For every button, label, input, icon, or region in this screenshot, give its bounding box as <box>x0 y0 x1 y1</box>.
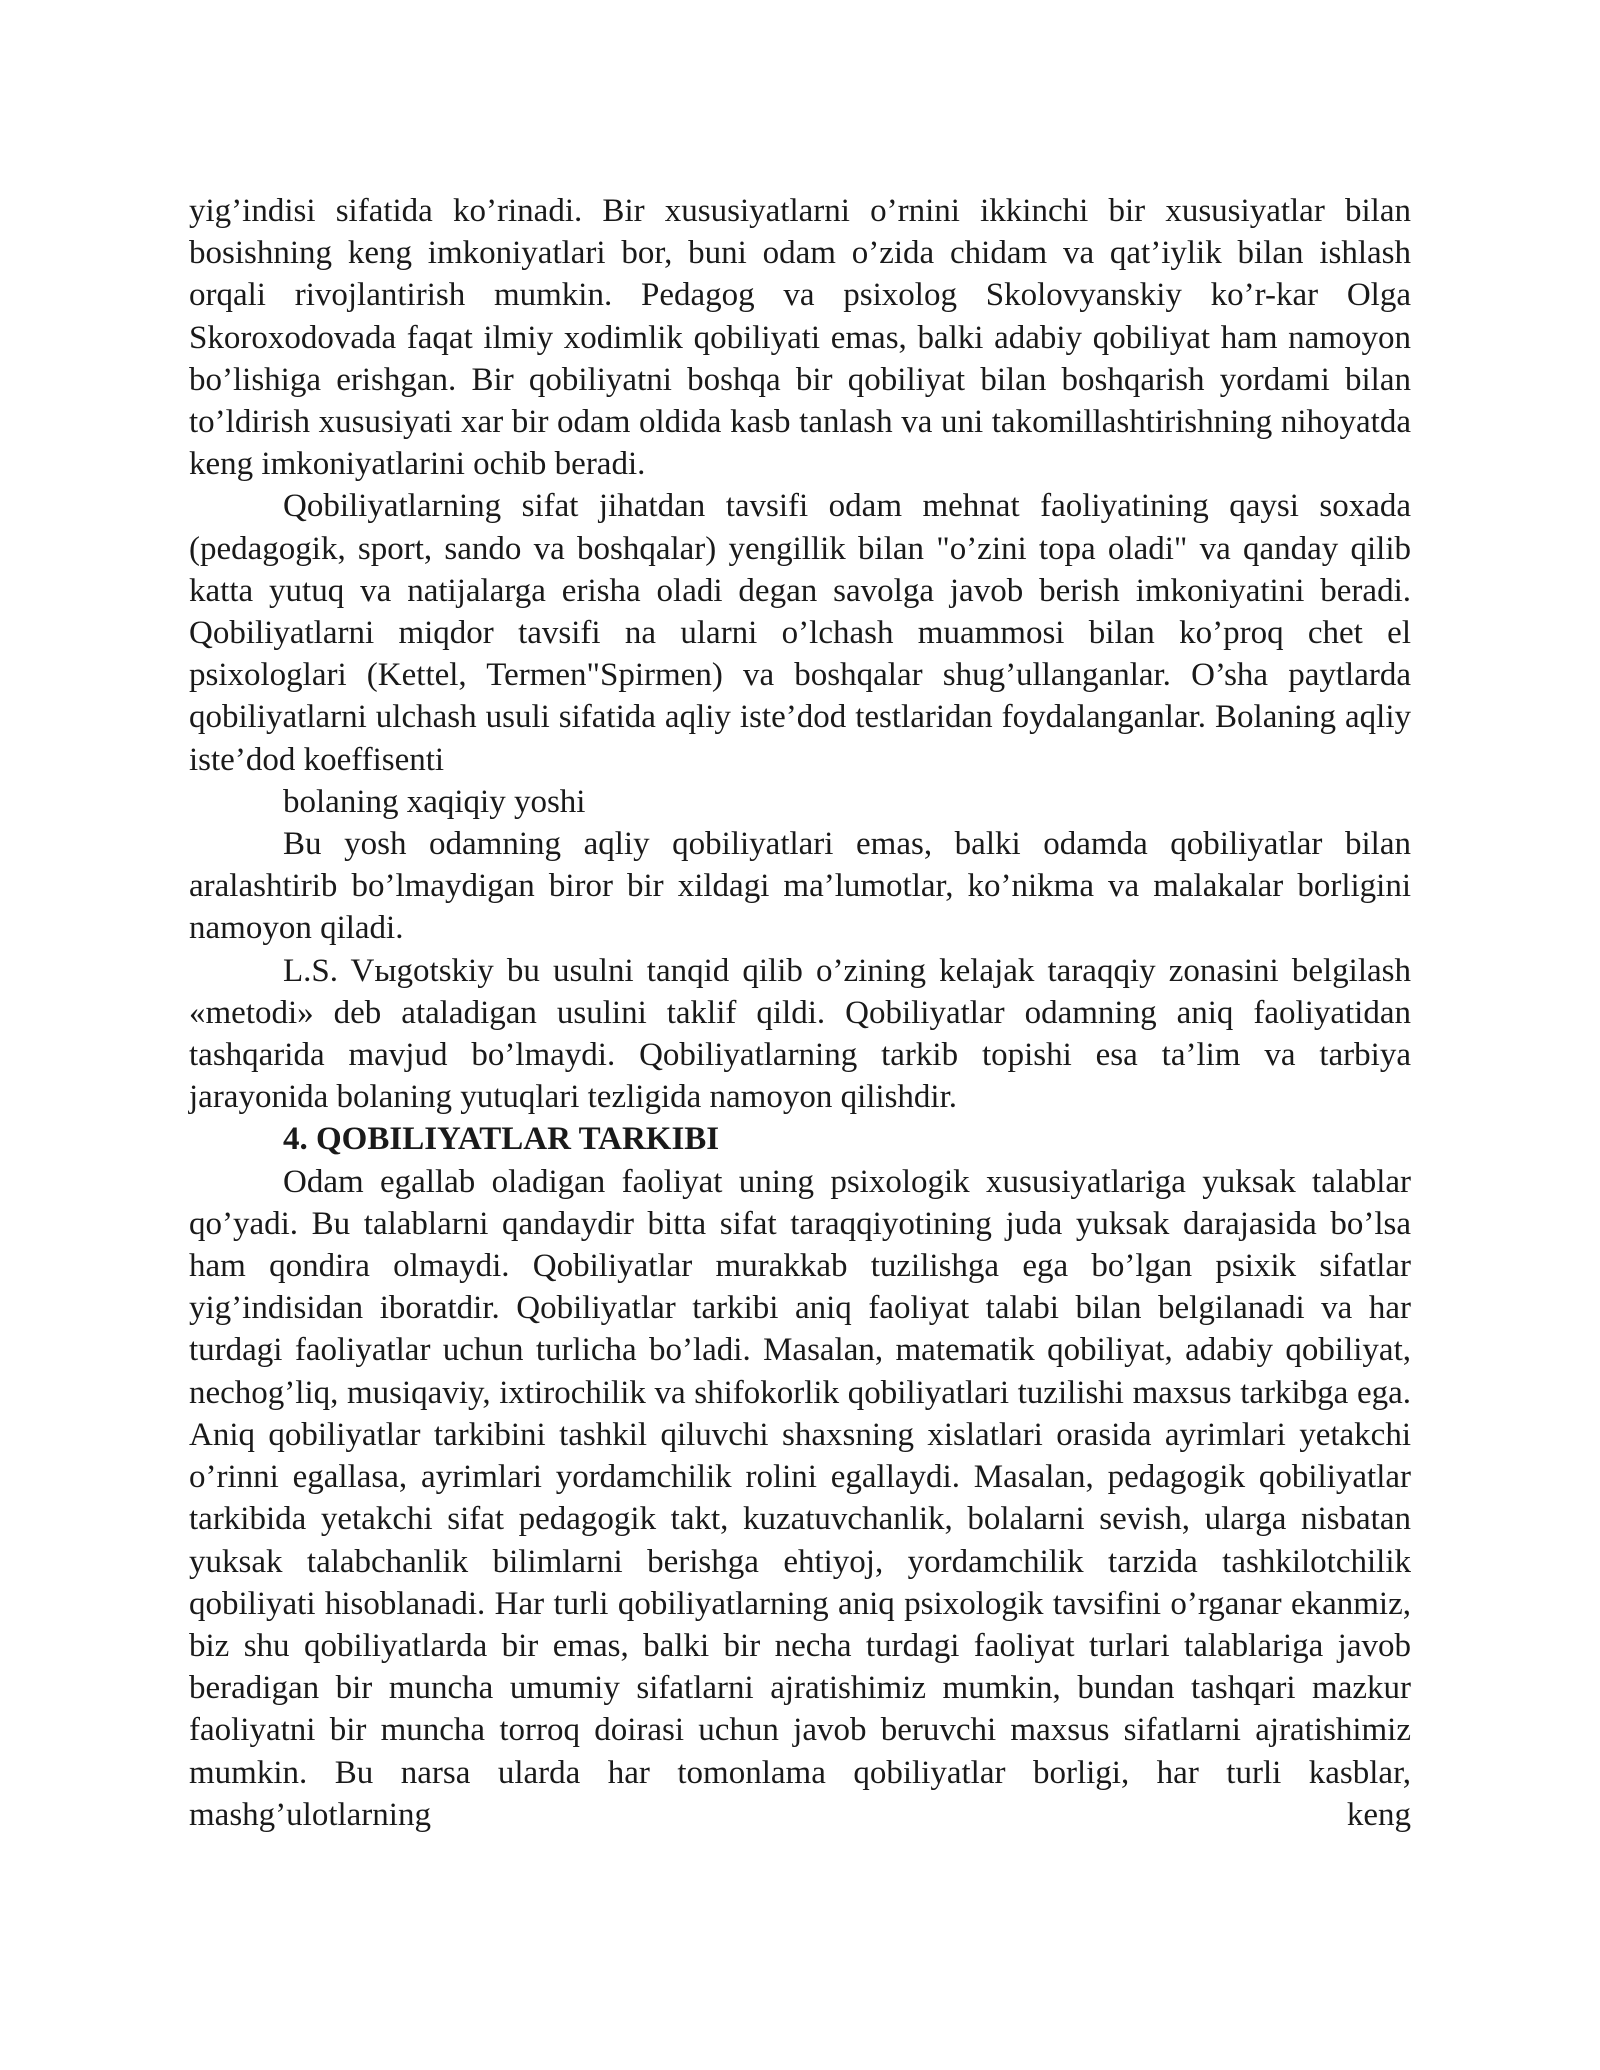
section-heading: 4. QOBILIYATLAR TARKIBI <box>283 1121 720 1158</box>
paragraph-3: Bu yosh odamning aqliy qobiliyatlari emas, balki odamda qobiliyatlar bilan aralashtirib bo’lmaydigan biror bir xildagi ma’lumotlar, ko’nikma va malakalar borligini namoyon qiladi. <box>189 826 1411 947</box>
paragraph-4: L.S. Vыgotskiy bu usulni tanqid qilib o’zining kelajak taraqqiy zonasini belgilash «metodi» deb ataladigan usulini taklif qildi. Qobiliyatlar odamning aniq faoliyatidan tashqarida mavjud bo’lmaydi. Qobiliyatlarning tarkib topishi esa ta’lim va tarbiya jarayonida bolaning yutuqlari tezligida namoyon qilishdir. <box>189 952 1411 1116</box>
document-body <box>189 190 1411 1836</box>
paragraph-2: Qobiliyatlarning sifat jihatdan tavsifi odam mehnat faoliyatining qaysi soxada (pedagogik, sport, sando va boshqalar) yengillik bilan "o’zini topa oladi" va qanday qilib katta yutuq va natijalarga erisha oladi degan savolga javob berish imkoniyatini beradi. Qobiliyatlarni miqdor tavsifi na ularni o’lchash muammosi bilan ko’proq chet el psixologlari (Kettel, Termen"Spirmen) va boshqalar shug’ullanganlar. O’sha paytlarda qobiliyatlarni ulchash usuli sifatida aqliy iste’dod testlaridan foydalanganlar. Bolaning aqliy iste’dod koeffisenti <box>189 488 1411 778</box>
paragraph-5: Odam egallab oladigan faoliyat uning psixologik xususiyatlariga yuksak talablar qo’yadi. Bu talablarni qandaydir bitta sifat taraqqiyotining juda yuksak darajasida bo’lsa ham qondira olmaydi. Qobiliyatlar murakkab tuzilishga ega bo’lgan psixik sifatlar yig’indisidan iboratdir. Qobiliyatlar tarkibi aniq faoliyat talabi bilan belgilanadi va har turdagi faoliyatlar uchun turlicha bo’ladi. Masalan, matematik qobiliyat, adabiy qobiliyat, nechog’liq, musiqaviy, ixtirochilik va shifokorlik qobiliyatlari tuzilishi maxsus tarkibga ega. Aniq qobiliyatlar tarkibini tashkil qiluvchi shaxsning xislatlari orasida ayrimlari yetakchi o’rinni egallasa, ayrimlari yordamchilik rolini egallaydi. Masalan, pedagogik qobiliyatlar tarkibida yetakchi sifat pedagogik takt, kuzatuvchanlik, bolalarni sevish, ularga nisbatan yuksak talabchanlik bilimlarni berishga ehtiyoj, yordamchilik tarzida tashkilotchilik qobiliyati hisoblanadi. Har turli qobiliyatlarning aniq psixologik tavsifini o’rganar ekanmiz, biz shu qobiliyatlarda bir emas, balki bir necha turdagi faoliyat turlari talablariga javob beradigan bir muncha umumiy sifatlarni ajratishimiz mumkin, bundan tashqari mazkur faoliyatni bir muncha torroq doirasi uchun javob beruvchi maxsus sifatlarni ajratishimiz mumkin. Bu narsa ularda har tomonlama qobiliyatlar borligi, har turli kasblar, mashg’ulotlarning keng <box>189 1163 1411 1833</box>
paragraph-1: yig’indisi sifatida ko’rinadi. Bir xususiyatlarni o’rnini ikkinchi bir xususiyatlar bilan bosishning keng imkoniyatlari bor, buni odam o’zida chidam va qat’iylik bilan ishlash orqali rivojlantirish mumkin. Pedagog va psixolog Skolovyanskiy ko’r-kar Olga Skoroxodovada faqat ilmiy xodimlik qobiliyati emas, balki adabiy qobiliyat ham namoyon bo’lishiga erishgan. Bir qobiliyatni boshqa bir qobiliyat bilan boshqarish yordami bilan to’ldirish xususiyati xar bir odam oldida kasb tanlash va uni takomillashtirishning nihoyatda keng imkoniyatlarini ochib beradi. <box>189 193 1411 483</box>
formula-denominator-line: bolaning xaqiqiy yoshi <box>283 783 586 820</box>
